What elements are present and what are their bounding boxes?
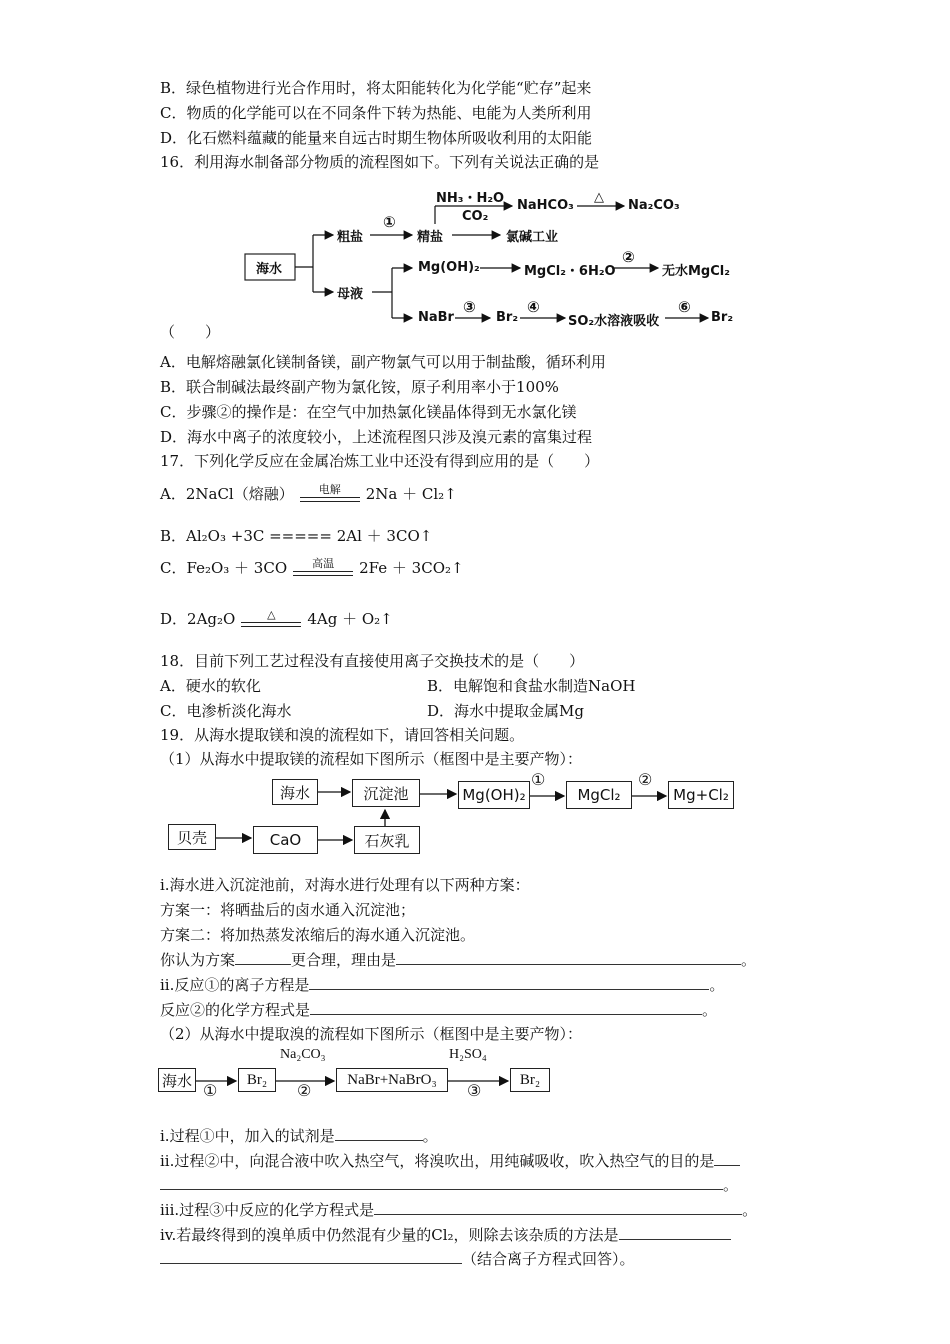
d16-chlor-alkali: 氯碱工业 [506, 230, 559, 245]
br-iv-tail: （结合离子方程式回答）。 [462, 1250, 635, 1268]
d16-mgcl2-hydrate: MgCl₂・6H₂O [524, 264, 616, 279]
question-19: 19．从海水提取镁和溴的流程如下，请回答相关问题。 [160, 726, 525, 744]
ii1-period: 。 [709, 976, 725, 994]
question-16: 16．利用海水制备部分物质的流程图如下。下列有关说法正确的是 [160, 153, 600, 171]
br-ii [160, 1151, 740, 1171]
mg-step2: ② [638, 772, 653, 789]
ii1-label: ii.反应①的离子方程是 [160, 976, 310, 994]
q17-option-b: B．Al₂O₃ +3C ===== 2Al ＋ 3CO↑ [160, 527, 433, 545]
d16-na2co3: Na₂CO₃ [628, 198, 680, 213]
mg-box-mgoh2: Mg(OH)₂ [458, 781, 530, 809]
br-eq-blank[interactable] [374, 1200, 742, 1215]
br-iii [160, 1200, 757, 1220]
q17d-condition: △ [267, 608, 276, 621]
q16-option-b: B．联合制碱法最终副产物为氯化铵，原子利用率小于100% [160, 378, 559, 396]
mg-box-mgcl2: MgCl₂ [566, 781, 632, 809]
d16-mother-liquor: 母液 [337, 287, 364, 302]
br-reagent-h2so4: H₂SO₄ [449, 1047, 487, 1062]
purpose-blank-1[interactable] [714, 1151, 740, 1166]
q18-option-d: D．海水中提取金属Mg [427, 702, 584, 720]
br-iv-label: iv.若最终得到的溴单质中仍然混有少量的Cl₂，则除去该杂质的方法是 [160, 1226, 619, 1244]
br-iv-cont [160, 1249, 635, 1269]
br-box-mix: NaBr+NaBrO₃ [336, 1068, 448, 1092]
question-18: 18．目前下列工艺过程没有直接使用离子交换技术的是（ ） [160, 652, 585, 670]
q16-option-d: D．海水中离子的浓度较小，上述流程图只涉及溴元素的富集过程 [160, 428, 593, 446]
q17c-condition: 高温 [312, 557, 335, 570]
d16-heat: △ [594, 190, 604, 205]
d16-step3: ③ [463, 298, 476, 316]
d16-step6: ⑥ [678, 298, 691, 316]
mg-step1: ① [531, 772, 546, 789]
br-ii-cont [160, 1175, 738, 1195]
d16-crude-salt: 粗盐 [337, 230, 364, 245]
option-d-line: D．化石燃料蕴藏的能量来自远古时期生物体所吸收利用的太阳能 [160, 129, 593, 147]
option-c-line: C．物质的化学能可以在不同条件下转为热能、电能为人类所利用 [160, 104, 592, 122]
d16-br2-final: Br₂ [711, 310, 734, 325]
br-step1: ① [203, 1083, 218, 1100]
d16-co2: CO₂ [462, 209, 489, 224]
q17d-reactants: D．2Ag₂O [160, 610, 236, 628]
d16-refined-salt: 精盐 [417, 230, 444, 245]
q17a-reactants: A．2NaCl（熔融） [160, 485, 294, 503]
br-ii-label: ii.过程②中，向混合液中吹入热空气，将溴吹出，用纯碱吸收，吹入热空气的目的是 [160, 1152, 715, 1170]
mg-box-product: Mg+Cl₂ [668, 781, 734, 809]
d16-seawater: 海水 [256, 262, 283, 277]
d16-nh3: NH₃・H₂O [436, 191, 505, 206]
reagent-blank[interactable] [335, 1126, 423, 1141]
br-box-br2-final: Br₂ [510, 1068, 550, 1092]
q18-option-b: B．电解饱和食盐水制造NaOH [427, 677, 636, 695]
think-reason: 更合理，理由是 [291, 951, 397, 969]
ii2-label: 反应②的化学方程式是 [160, 1001, 311, 1019]
br-box-seawater: 海水 [158, 1068, 196, 1092]
br-step2: ② [297, 1083, 312, 1100]
q18-option-a: A．硬水的软化 [160, 677, 261, 695]
br-iii-label: iii.过程③中反应的化学方程式是 [160, 1201, 375, 1219]
d16-anhydrous-mgcl2: 无水MgCl₂ [662, 264, 730, 279]
question-17: 17．下列化学反应在金属冶炼工业中还没有得到应用的是（ ） [160, 452, 600, 470]
ii2-period: 。 [702, 1001, 718, 1019]
br-ii-period: 。 [723, 1176, 739, 1194]
plan-one: 方案一：将晒盐后的卤水通入沉淀池； [160, 901, 416, 919]
question-16-paren: （ ） [160, 323, 221, 341]
q16-option-c: C．步骤②的操作是：在空气中加热氯化镁晶体得到无水氯化镁 [160, 403, 577, 421]
d16-mgoh2: Mg(OH)₂ [418, 260, 480, 275]
mg-box-cao: CaO [253, 826, 318, 854]
q17c-reactants: C．Fe₂O₃ ＋ 3CO [160, 559, 288, 577]
method-blank-2[interactable] [160, 1249, 462, 1264]
br-step3: ③ [467, 1083, 482, 1100]
d16-so2-absorption: SO₂水溶液吸收 [568, 314, 660, 329]
mg-box-seawater: 海水 [272, 779, 318, 805]
d16-br2: Br₂ [496, 310, 519, 325]
q17c-products: 2Fe ＋ 3CO₂↑ [359, 559, 464, 577]
br-iii-period: 。 [742, 1201, 758, 1219]
plan-two: 方案二：将加热蒸发浓缩后的海水通入沉淀池。 [160, 926, 476, 944]
br-reagent-na2co3: Na₂CO₃ [280, 1047, 326, 1062]
q17a-condition: 电解 [318, 483, 341, 496]
d16-nahco3: NaHCO₃ [517, 198, 574, 213]
think-period: 。 [741, 951, 757, 969]
br-i-label: i.过程①中，加入的试剂是 [160, 1127, 335, 1145]
think-prefix: 你认为方案 [160, 951, 236, 969]
q17a-products: 2Na ＋ Cl₂↑ [365, 485, 457, 503]
d16-step2: ② [622, 248, 635, 266]
method-blank-1[interactable] [619, 1225, 731, 1240]
mg-box-shell: 贝壳 [168, 824, 216, 850]
mg-box-tank: 沉淀池 [352, 779, 420, 807]
q17d-products: 4Ag ＋ O₂↑ [307, 610, 393, 628]
q19-part1: （1）从海水中提取镁的流程如下图所示（框图中是主要产物）： [160, 750, 583, 768]
q19-i: i.海水进入沉淀池前，对海水进行处理有以下两种方案： [160, 876, 530, 894]
q19-part2: （2）从海水中提取溴的流程如下图所示（框图中是主要产物）： [160, 1025, 583, 1043]
br-iv [160, 1225, 731, 1245]
br-i [160, 1126, 438, 1146]
q16-option-a: A．电解熔融氯化镁制备镁，副产物氯气可以用于制盐酸，循环利用 [160, 353, 606, 371]
br-i-period: 。 [422, 1127, 438, 1145]
d16-nabr: NaBr [418, 310, 454, 325]
d16-step4: ④ [527, 298, 540, 316]
mg-box-lime: 石灰乳 [354, 826, 420, 854]
option-b-line: B．绿色植物进行光合作用时，将太阳能转化为化学能“贮存”起来 [160, 79, 592, 97]
d16-step1: ① [383, 213, 396, 231]
purpose-blank-2[interactable] [160, 1175, 723, 1190]
q18-option-c: C．电渗析淡化海水 [160, 702, 292, 720]
br-box-br2: Br₂ [238, 1068, 276, 1092]
